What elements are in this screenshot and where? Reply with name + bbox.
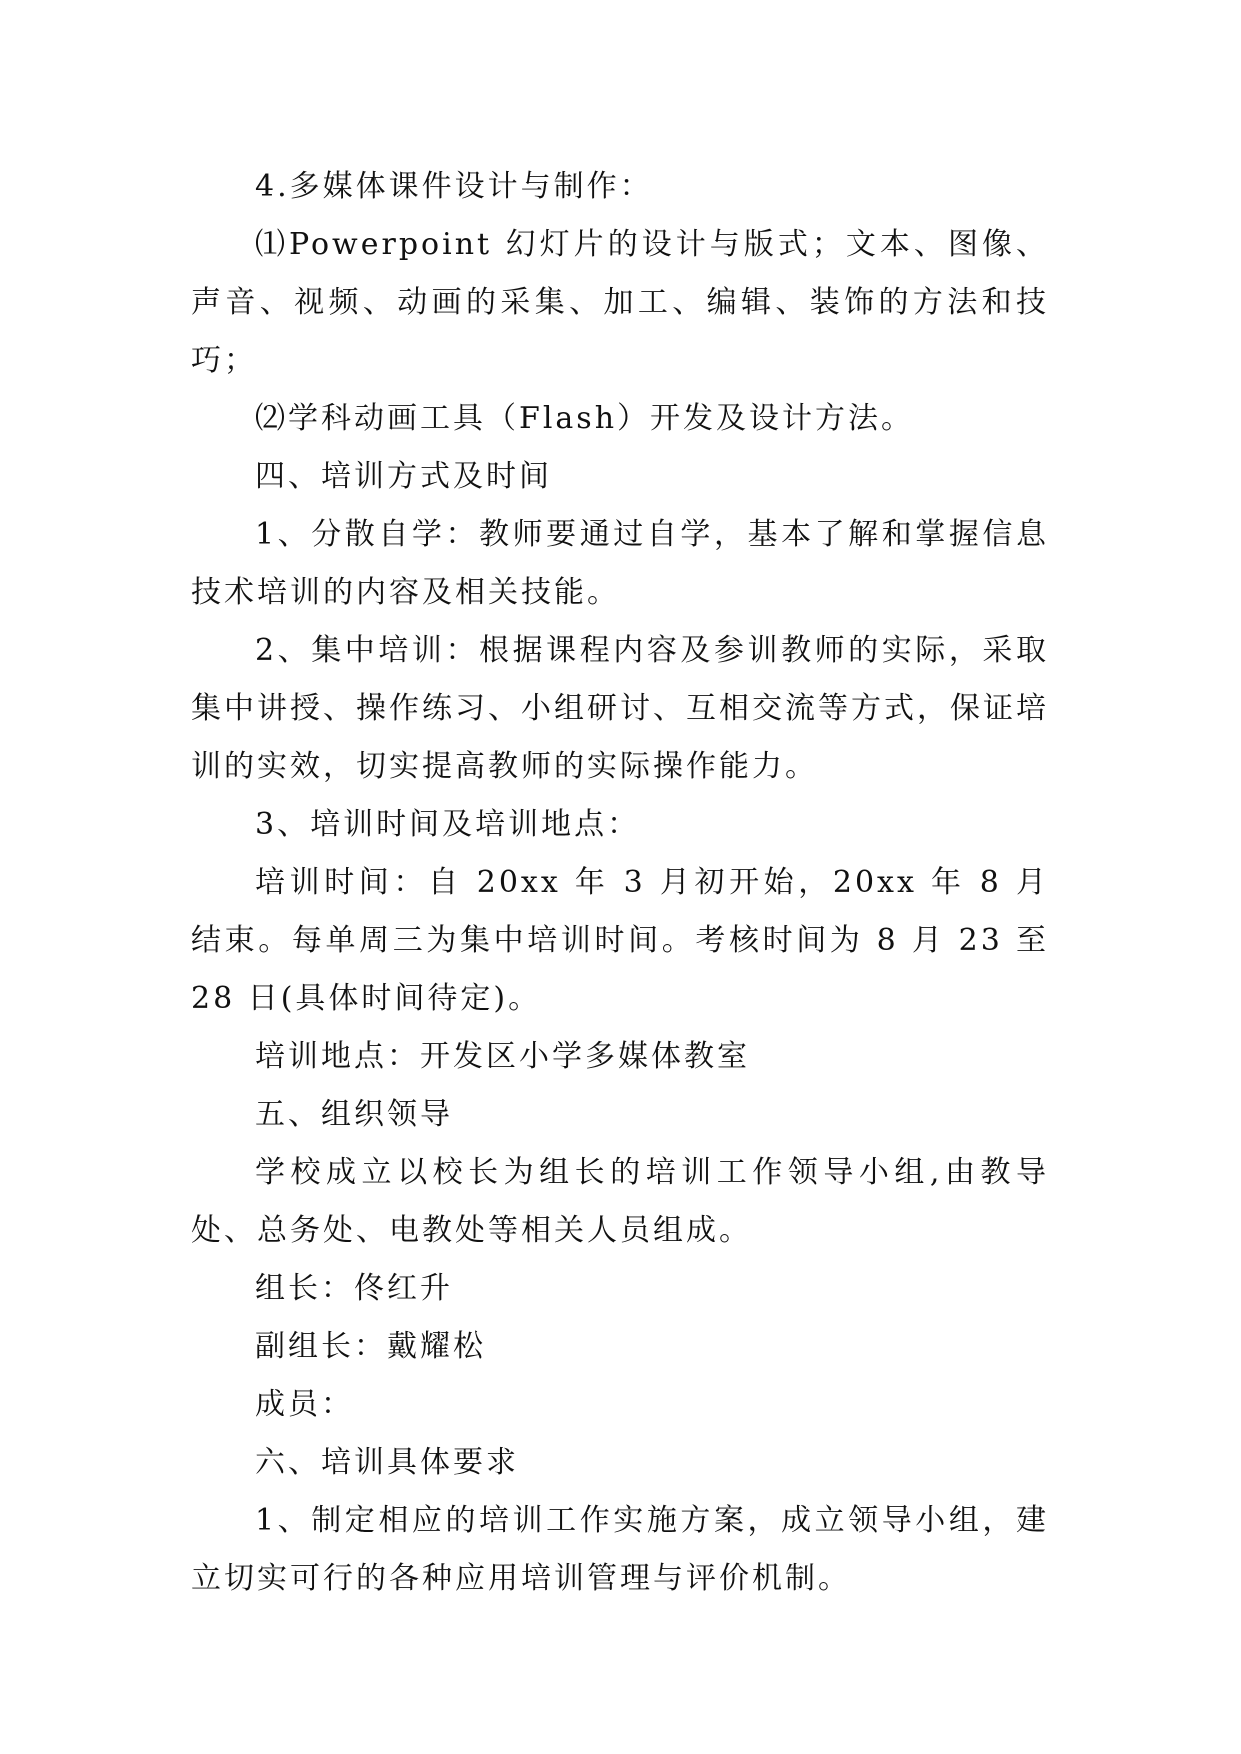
paragraph-leadership-group: 学校成立以校长为组长的培训工作领导小组,由教导处、总务处、电教处等相关人员组成。: [191, 1155, 1049, 1248]
paragraph-self-study: 1、分散自学：教师要通过自学，基本了解和掌握信息技术培训的内容及相关技能。: [191, 517, 1049, 610]
item-powerpoint-design: ⑴Powerpoint 幻灯片的设计与版式；文本、图像、声音、视频、动画的采集、加工、编辑、装饰的方法和技巧；: [191, 227, 1049, 378]
document-body: [191, 158, 1049, 1608]
line-group-leader: 组长：佟红升: [255, 1271, 453, 1306]
item-flash-tools: ⑵学科动画工具（Flash）开发及设计方法。: [255, 401, 915, 436]
paragraph-training-time: 培训时间：自 20xx 年 3 月初开始，20xx 年 8 月结束。每单周三为集中培训时间。考核时间为 8 月 23 至 28 日(具体时间待定)。: [191, 865, 1049, 1016]
line-members: 成员：: [255, 1387, 354, 1422]
section-heading-requirements: 六、培训具体要求: [255, 1445, 519, 1480]
paragraph-training-location: 培训地点：开发区小学多媒体教室: [255, 1039, 750, 1074]
section-heading-leadership: 五、组织领导: [255, 1097, 453, 1132]
section-heading-training-method: 四、培训方式及时间: [255, 459, 552, 494]
paragraph-requirement-1: 1、制定相应的培训工作实施方案，成立领导小组，建立切实可行的各种应用培训管理与评价机制。: [191, 1503, 1049, 1596]
line-deputy-leader: 副组长：戴耀松: [255, 1329, 486, 1364]
item-heading-multimedia-courseware: 4.多媒体课件设计与制作：: [255, 169, 653, 204]
item-time-and-location: 3、培训时间及培训地点：: [255, 807, 641, 842]
paragraph-centralized-training: 2、集中培训：根据课程内容及参训教师的实际，采取集中讲授、操作练习、小组研讨、互相交流等方式，保证培训的实效，切实提高教师的实际操作能力。: [191, 633, 1049, 784]
